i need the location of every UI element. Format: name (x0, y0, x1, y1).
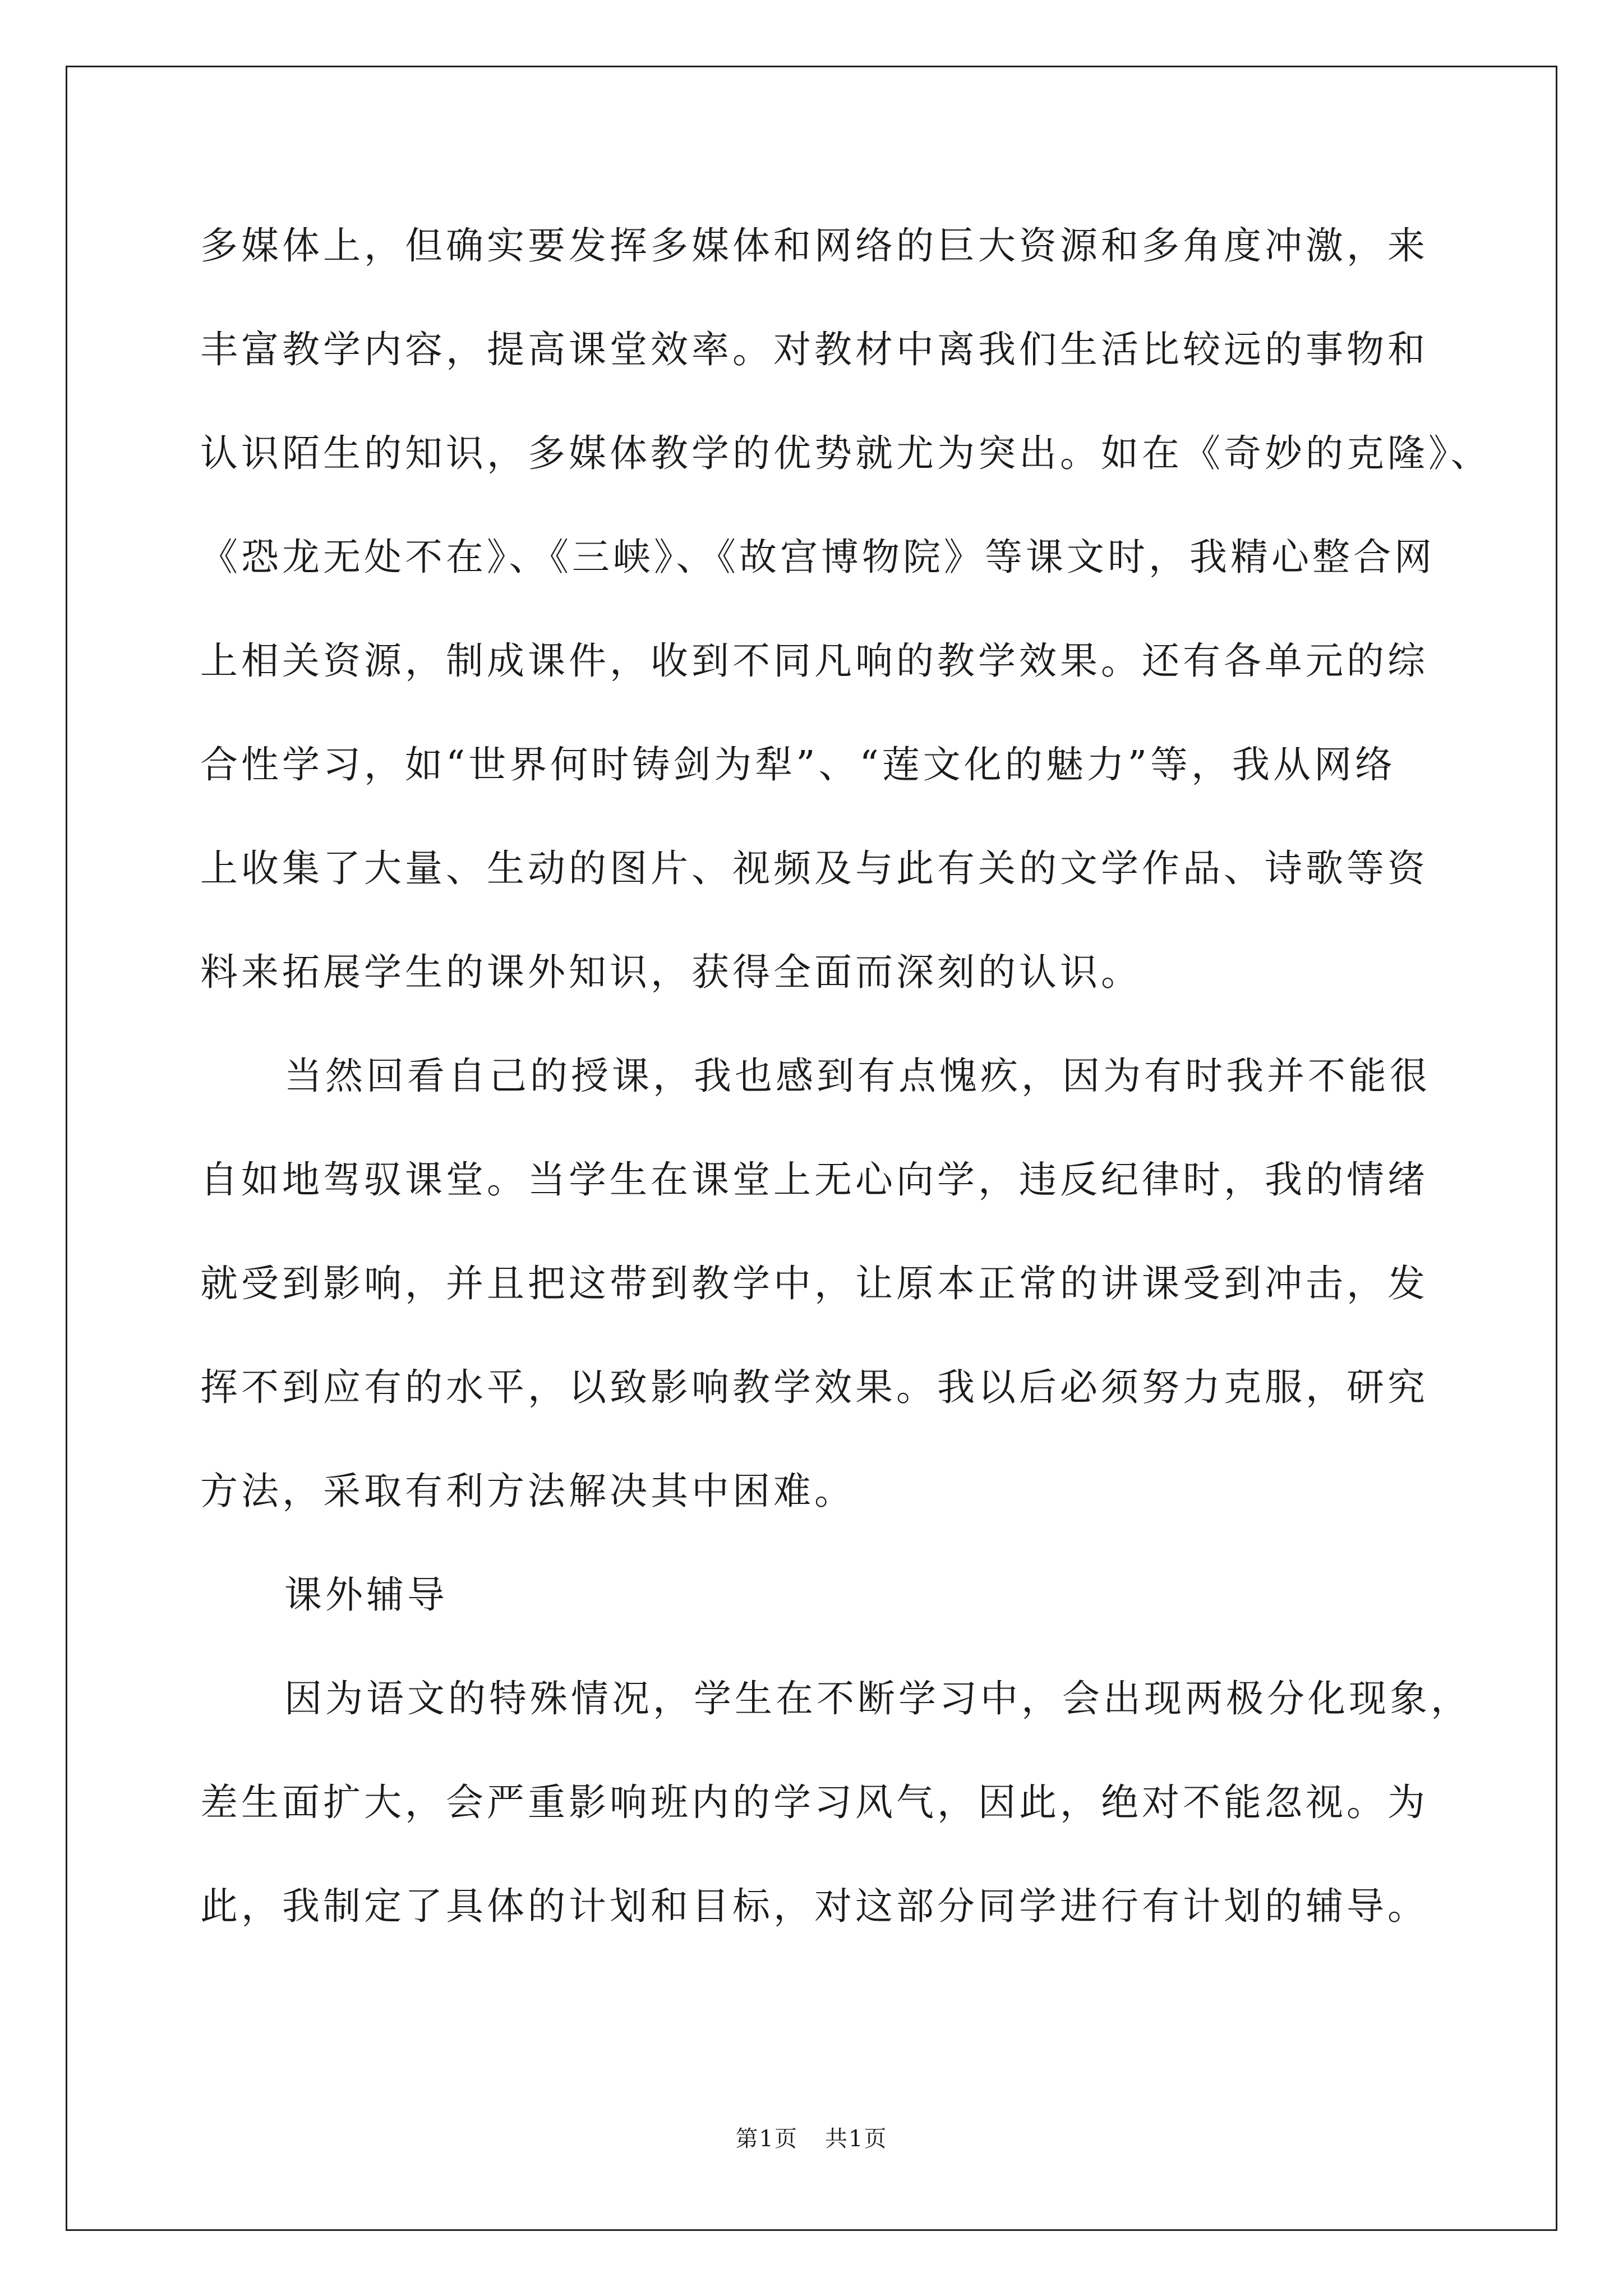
page-number: 第1页 (735, 2126, 798, 2152)
page-footer (0, 2125, 1623, 2153)
text-line: 合性学习，如“世界何时铸剑为犁”、“莲文化的魅力”等，我从网络 (200, 743, 1396, 786)
text-line: 差生面扩大，会严重影响班内的学习风气，因此，绝对不能忽视。为 (200, 1780, 1428, 1824)
document-body (200, 218, 1492, 1982)
text-line: 上收集了大量、生动的图片、视频及与此有关的文学作品、诗歌等资 (200, 846, 1428, 890)
text-line: 《恐龙无处不在》、《三峡》、《故宫博物院》等课文时，我精心整合网 (200, 535, 1435, 579)
text-line: 料来拓展学生的课外知识，获得全面而深刻的认识。 (200, 950, 1142, 994)
text-line: 当然回看自己的授课，我也感到有点愧疚，因为有时我并不能很 (284, 1054, 1431, 1098)
text-line: 多媒体上，但确实要发挥多媒体和网络的巨大资源和多角度冲激，来 (200, 224, 1428, 268)
text-line: 认识陌生的知识，多媒体教学的优势就尤为突出。如在《奇妙的克隆》、 (200, 431, 1492, 475)
text-line: 自如地驾驭课堂。当学生在课堂上无心向学，违反纪律时，我的情绪 (200, 1158, 1428, 1202)
text-line: 此，我制定了具体的计划和目标，对这部分同学进行有计划的辅导。 (200, 1884, 1428, 1928)
text-line: 方法，采取有利方法解决其中困难。 (200, 1469, 855, 1513)
page-total: 共1页 (825, 2126, 888, 2152)
text-line: 课外辅导 (284, 1573, 448, 1617)
text-line: 因为语文的特殊情况，学生在不断学习中，会出现两极分化现象， (284, 1677, 1472, 1720)
text-line: 就受到影响，并且把这带到教学中，让原本正常的讲课受到冲击，发 (200, 1262, 1428, 1305)
text-line: 丰富教学内容，提高课堂效率。对教材中离我们生活比较远的事物和 (200, 328, 1428, 371)
text-line: 挥不到应有的水平，以致影响教学效果。我以后必须努力克服，研究 (200, 1365, 1428, 1409)
text-line: 上相关资源，制成课件，收到不同凡响的教学效果。还有各单元的综 (200, 639, 1428, 683)
